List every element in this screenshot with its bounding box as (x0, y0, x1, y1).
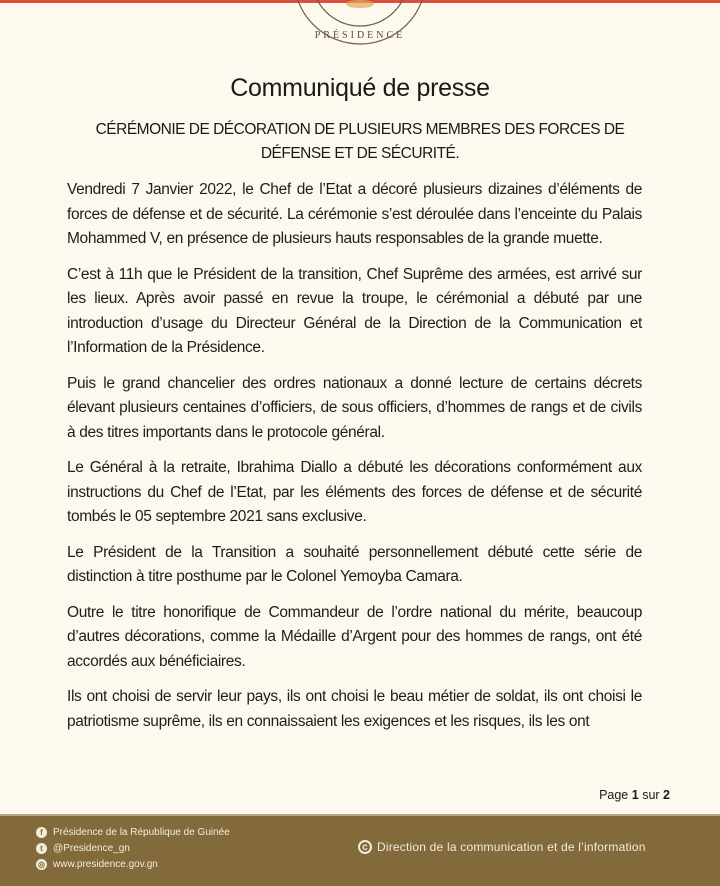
paragraph: Ils ont choisi de servir leur pays, ils ont choisi le beau métier de soldat, ils ont choisi le patriotisme suprême, ils en connaissaient les exigences et les risques, ils les ont (67, 688, 642, 730)
document-subtitle: CÉRÉMONIE DE DÉCORATION DE PLUSIEURS MEMBRES DES FORCES DE DÉFENSE ET DE SÉCURITÉ. (95, 121, 625, 162)
page-title: Communiqué de presse (230, 74, 490, 102)
svg-text:PRÉSIDENCE: PRÉSIDENCE (314, 30, 406, 41)
document-body (67, 178, 642, 745)
globe-icon: ◎ (36, 859, 47, 870)
footer-website[interactable]: ◎ www.presidence.gov.gn (38, 859, 158, 870)
paragraph: Outre le titre honorifique de Commandeur de l’ordre national du mérite, beaucoup d’autres décorations, comme la Médaille d’Argent pour des hommes de rangs, ont été accordés aux bénéficiaires. (67, 603, 642, 670)
paragraph: Le Général à la retraite, Ibrahima Diallo a débuté les décorations conformément aux instructions du Chef de l’Etat, par les éléments des forces de défense et de sécurité tombés le 05 septembre 2021 sans exclusive. (67, 459, 642, 525)
footer-copyright: c Direction de la communication et de l’information (358, 840, 646, 854)
footer (0, 814, 720, 886)
footer-facebook[interactable]: f Présidence de la République de Guinée (36, 827, 230, 838)
twitter-icon: t (36, 843, 47, 854)
footer-twitter[interactable]: t @Presidence_gn (36, 843, 130, 854)
page-number: Page 1 sur 2 (599, 788, 670, 802)
paragraph: C’est à 11h que le Président de la transition, Chef Suprême des armées, est arrivé sur les lieux. Après avoir passé en revue la troupe, le cérémonial a débuté par une introduction d’usage du Directeur Général de la Direction de la Communication et l’Information de la Présidence. (67, 265, 642, 356)
copyright-icon: c (358, 840, 372, 854)
paragraph: Vendredi 7 Janvier 2022, le Chef de l’Etat a décoré plusieurs dizaines d’éléments de forces de défense et de sécurité. La cérémonie s’est déroulée dans l’enceinte du Palais Mohammed V, en présence de plusieurs hauts responsables de la grande muette. (67, 181, 642, 247)
presidence-seal-icon (292, 0, 428, 46)
paragraph: Le Président de la Transition a souhaité personnellement débuté cette série de distinction à titre posthume par le Colonel Yemoyba Camara. (67, 543, 642, 585)
facebook-icon: f (36, 827, 47, 838)
paragraph: Puis le grand chancelier des ordres nationaux a donné lecture de certains décrets élevant plusieurs centaines d’officiers, de sous officiers, d’hommes de rangs et de civils à des titres importants dans le protocole général. (67, 374, 642, 441)
